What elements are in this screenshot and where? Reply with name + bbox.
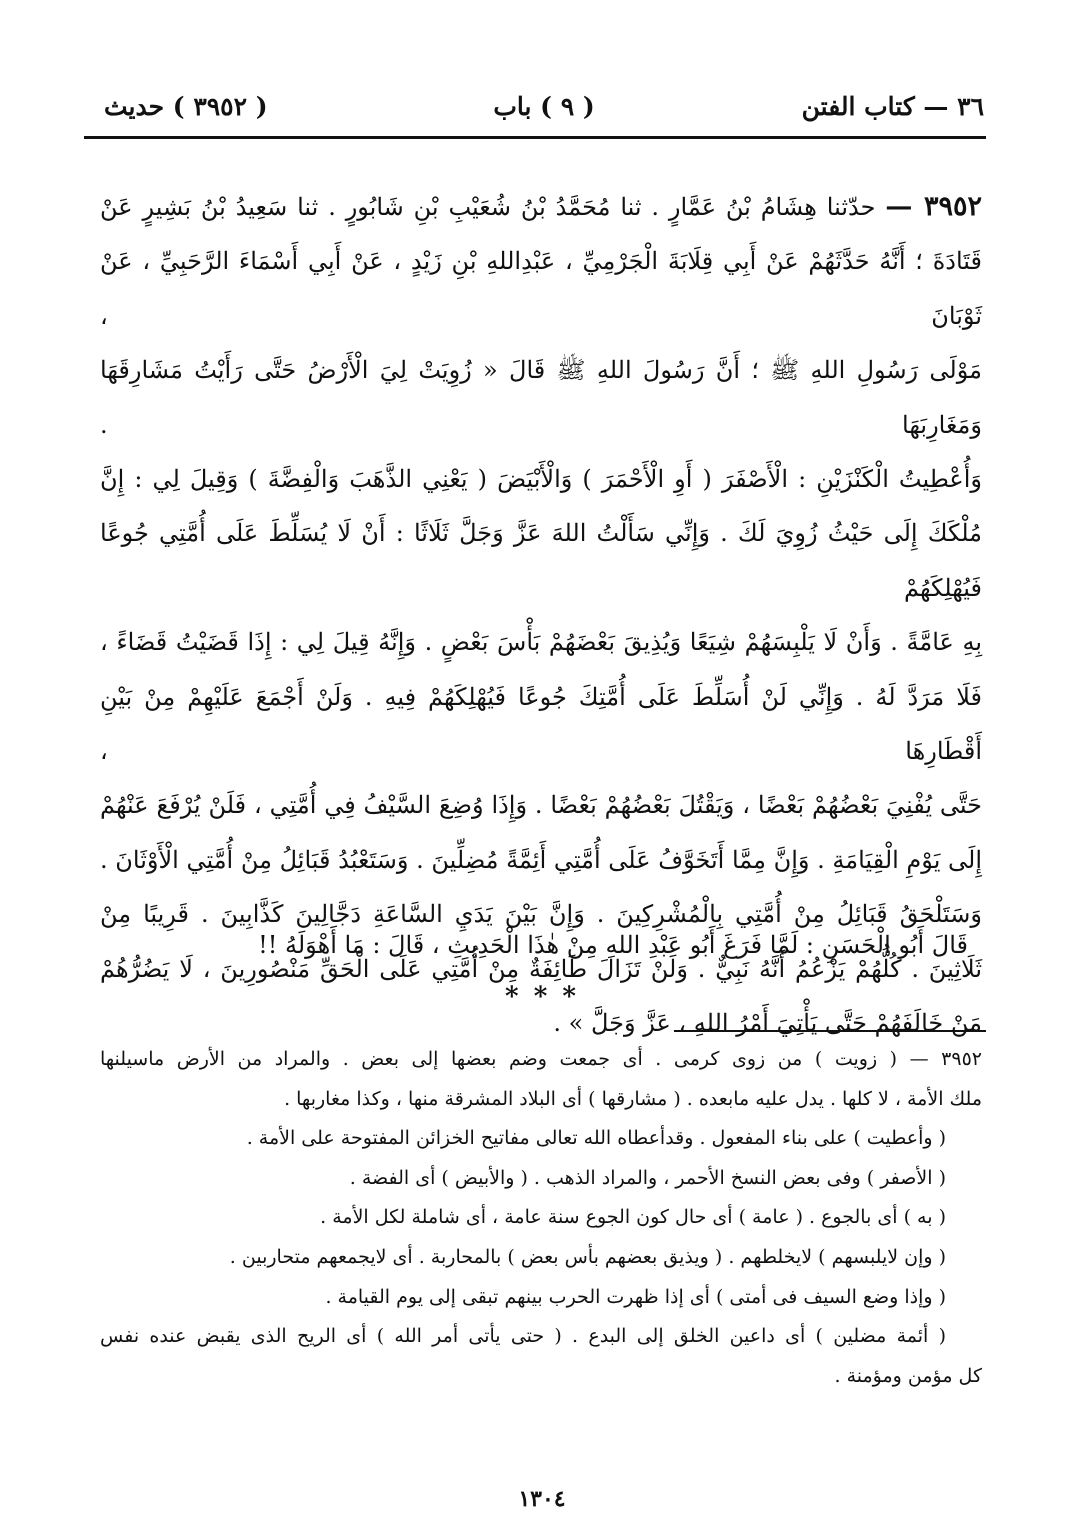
note-line-8: ( أئمة مضلين ) أى داعين الخلق إلى البدع . ( حتى يأتى أمر الله ) أى الريح الذى يقبض عنده نفس bbox=[100, 1325, 946, 1348]
header-rule bbox=[84, 136, 986, 139]
hadith-line-12: مَنْ خَالَفَهُمْ حَتَّى يَأْتِيَ أَمْرُ اللهِ ، عَزَّ وَجَلَّ » . bbox=[553, 1009, 982, 1038]
page-header bbox=[104, 92, 984, 132]
chapter-label: ( ٩ ) باب bbox=[493, 92, 595, 121]
note-line-5: ( به ) أى بالجوع . ( عامة ) أى حال كون الجوع سنة عامة ، أى شاملة لكل الأمة . bbox=[320, 1206, 946, 1229]
hadith-line-6: بِهِ عَامَّةً . وَأَنْ لَا يَلْبِسَهُمْ شِيَعًا وَيُذِيقَ بَعْضَهُمْ بَأْسَ بَعْضٍ . وَإِنَّهُ قِيلَ لِي : إِذَا قَضَيْتُ قَضَاءً ، bbox=[100, 628, 982, 657]
hadith-line-4: وَأُعْطِيتُ الْكَنْزَيْنِ : الْأَصْفَرَ ( أَوِ الْأَحْمَرَ ) وَالْأَبْيَضَ ( يَعْنِي الذَّهَبَ وَالْفِضَّةَ ) وَقِيلَ لِي : إِنَّ bbox=[100, 465, 982, 494]
page-and-book-title: ٣٦ — كتاب الفتن bbox=[801, 92, 984, 121]
hadith-line-7: فَلَا مَرَدَّ لَهُ . وَإِنِّي لَنْ أُسَلِّطَ عَلَى أُمَّتِكَ جُوعًا فَيُهْلِكَهُمْ فِيهِ . وَلَنْ أَجْمَعَ عَلَيْهِمْ مِنْ بَيْنِ أَقْطَارِهَا ، bbox=[100, 682, 982, 766]
hadith-line-text: حدّثنا هِشَامُ بْنُ عَمَّارٍ . ثنا مُحَمَّدُ بْنُ شُعَيْبِ بْنِ شَابُورٍ . ثنا سَعِيدُ بْنُ بَشِيرٍ عَنْ bbox=[100, 193, 876, 221]
note-line-6: ( وإن لايلبسهم ) لايخلطهم . ( ويذيق بعضهم بأس بعض ) بالمحاربة . أى لايجمعهم متحاربين . bbox=[229, 1245, 946, 1268]
footnote-rule bbox=[674, 1030, 986, 1032]
hadith-line-11: ثَلَاثِينَ . كُلُّهُمْ يَزْعُمُ أَنَّهُ نَبِيٌّ . وَلَنْ تَزَالَ طَائِفَةٌ مِنْ أُمَّتِي عَلَى الْحَقِّ مَنْصُورِينَ ، لَا يَضُرُّهُمْ bbox=[100, 954, 982, 983]
note-line-9: كل مؤمن ومؤمنة . bbox=[834, 1364, 982, 1387]
note-line-2: ملك الأمة ، لا كلها . يدل عليه مابعده . ( مشارقها ) أى البلاد المشرقة منها ، وكذا مغاربها . bbox=[284, 1087, 982, 1110]
hadith-line-8: حَتَّى يُفْنِيَ بَعْضُهُمْ بَعْضًا ، وَيَقْتُلَ بَعْضُهُمْ بَعْضًا . وَإِذَا وُضِعَ السَّيْفُ فِي أُمَّتِي ، فَلَنْ يُرْفَعَ عَنْهُمْ bbox=[100, 791, 983, 820]
page-number: ١٣٠٤ bbox=[518, 1486, 566, 1512]
hadith-line-10: وَسَتَلْحَقُ قَبَائِلُ مِنْ أُمَّتِي بِالْمُشْرِكِينَ . وَإِنَّ بَيْنَ يَدَيِ السَّاعَةِ دَجَّالِينَ كَذَّابِينَ . قَرِيبًا مِنْ bbox=[100, 900, 982, 929]
hadith-line-3: مَوْلَى رَسُولِ اللهِ ﷺ ؛ أَنَّ رَسُولَ اللهِ ﷺ قَالَ « زُوِيَتْ لِيَ الْأَرْضُ حَتَّى رَأَيْتُ مَشَارِقَهَا وَمَغَارِبَهَا . bbox=[100, 356, 982, 439]
note-line-7: ( وإذا وضع السيف فى أمتى ) أى إذا ظهرت الحرب بينهم تبقى إلى يوم القيامة . bbox=[325, 1285, 946, 1308]
note-line-1: ٣٩٥٢ — ( زويت ) من زوى كرمى . أى جمعت وضم بعضها إلى بعض . والمراد من الأرض ماسيلنها bbox=[100, 1048, 982, 1070]
note-line-4: ( الأصفر ) وفى بعض النسخ الأحمر ، والمراد الذهب . ( والأبيض ) أى الفضة . bbox=[349, 1166, 946, 1189]
hadith-line-1 bbox=[100, 180, 982, 234]
hadith-line-9: إِلَى يَوْمِ الْقِيَامَةِ . وَإِنَّ مِمَّا أَتَخَوَّفُ عَلَى أُمَّتِي أَئِمَّةً مُضِلِّينَ . وَسَتَعْبُدُ قَبَائِلُ مِنْ أُمَّتِي الْأَوْثَانَ . bbox=[100, 845, 982, 874]
hadith-line-2: قَتَادَةَ ؛ أَنَّهُ حَدَّثَهُمْ عَنْ أَبِي قِلَابَةَ الْجَرْمِيِّ ، عَبْدِاللهِ بْنِ زَيْدٍ ، عَنْ أَبِي أَسْمَاءَ الرَّحَبِيِّ ، عَنْ ثَوْبَانَ ، bbox=[100, 247, 982, 330]
commentary-notes bbox=[100, 1040, 982, 1396]
hadith-reference: ( ٣٩٥٢ ) حديث bbox=[104, 92, 268, 121]
note-line-3: ( وأعطيت ) على بناء المفعول . وقدأعطاه الله تعالى مفاتيح الخزائن المفتوحة على الأمة . bbox=[246, 1127, 946, 1150]
closing-remark: قَالَ أَبُو الْحَسَنِ : لَمَّا فَرَغَ أَبُو عَبْدِ اللهِ مِنْ هٰذَا الْحَدِيثِ ، قَالَ : مَا أَهْوَلَهُ !! bbox=[258, 931, 968, 959]
hadith-line-5: مُلْكَكَ إِلَى حَيْثُ زُوِيَ لَكَ . وَإِنِّي سَأَلْتُ اللهَ عَزَّ وَجَلَّ ثَلَاثًا : أَنْ لَا يُسَلِّطَ عَلَى أُمَّتِي جُوعًا فَيُهْلِكَهُمْ bbox=[100, 519, 982, 602]
hadith-number: ٣٩٥٢ — bbox=[885, 191, 982, 222]
section-separator: * * * bbox=[505, 982, 579, 1012]
